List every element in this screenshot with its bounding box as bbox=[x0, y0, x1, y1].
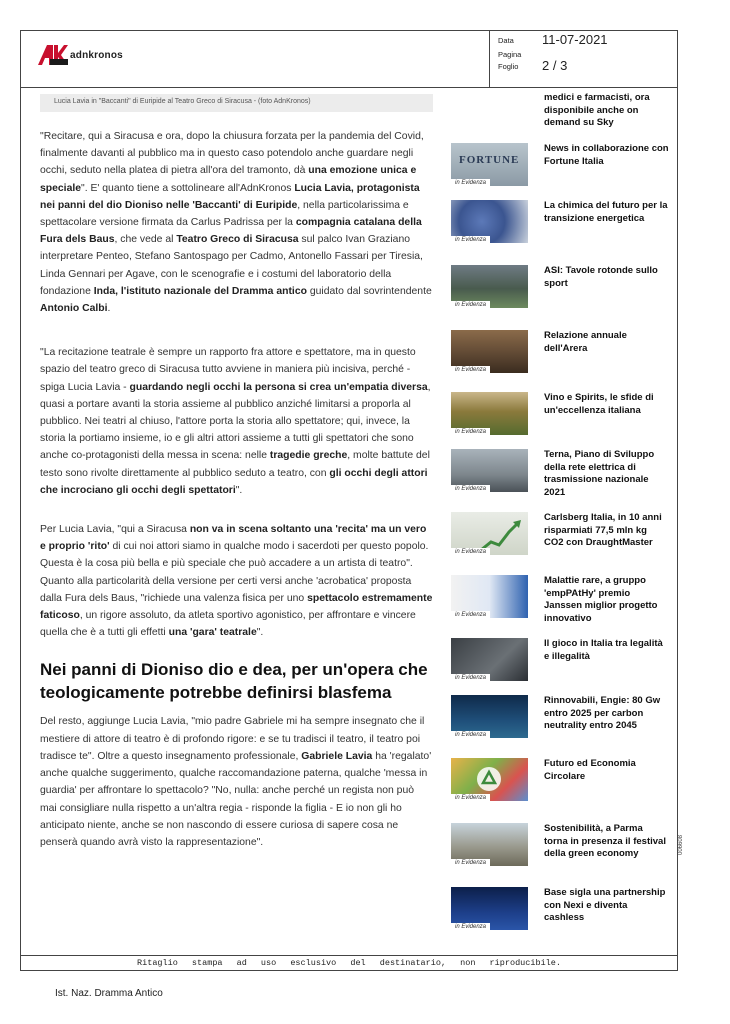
sidebar-thumbnail[interactable] bbox=[451, 143, 528, 186]
in-evidenza-badge: in Evidenza bbox=[451, 485, 490, 492]
document-meta bbox=[498, 34, 673, 74]
sidebar-thumbnail[interactable] bbox=[451, 265, 528, 308]
bold-text: tragedie greche bbox=[269, 450, 348, 462]
sidebar-item-title[interactable]: Vino e Spirits, le sfide di un'eccellenza italiana bbox=[544, 392, 654, 416]
article-paragraph-4: Del resto, aggiunge Lucia Lavia, "mio padre Gabriele mi ha sempre insegnato che il mestiere di attore di teatro è di profondo rigore: e se tu tradisci il teatro, il teatro poi tradisce te". Oltre a questo insegnamento professionale, Gabriele Lavia ha 'regalato' anche qualche suggerimento, qualche raccomandazione paterna, qualche 'messa in guardia' per affrontare lo spettacolo? "No, nulla: anche perché un regista non può mai consigliare nulla rispetto a un'altra regia - risponde la figlia - E io non gli ho anticipato niente, anche se non nascondo di essere curiosa di sapere cosa ne penserà quando avrà visto la rappresentazione". bbox=[40, 716, 432, 848]
bold-text: spettacolo estremamente faticoso bbox=[40, 592, 433, 622]
article-paragraph-2: "La recitazione teatrale è sempre un rapporto fra attore e spettatore, ma in questo spazio del teatro greco di Siracusa tutto avviene in maniera più incisiva, perché - spiga Lucia Lavia - guardando negli occhi la persona si crea un'empatia diversa, quasi a portare avanti la storia assieme al pubblico anziché limitarsi a proporla al pubblico. Nei teatri al chiuso, l'attore porta la storia allo spettatore; qui, invece, la storia la portiamo insieme, io e gli altri attori assieme a tutti gli spettatori che sono anche co-protagonisti della messa in scena: nelle tragedie greche, molte battute del testo sono rivolte direttamente al pubblico seduto a teatro, con gli occhi degli attori che incrociano gli occhi degli spettatori". bbox=[40, 347, 431, 496]
sidebar-thumbnail[interactable] bbox=[451, 200, 528, 243]
bold-text: Teatro Greco di Siracusa bbox=[176, 234, 299, 246]
sidebar-item-title[interactable]: ASI: Tavole rotonde sullo sport bbox=[544, 265, 658, 289]
sidebar-item-title[interactable]: Base sigla una partnership con Nexi e diventa cashless bbox=[544, 887, 666, 923]
bold-text: non va in scena soltanto una 'recita' ma un vero e proprio 'rito' bbox=[40, 524, 427, 553]
in-evidenza-badge: in Evidenza bbox=[451, 366, 490, 373]
bold-text: Gabriele Lavia bbox=[301, 750, 373, 762]
bold-text: una emozione unica e speciale bbox=[40, 165, 417, 194]
sidebar-item-title[interactable]: Futuro ed Economia Circolare bbox=[544, 758, 636, 782]
sidebar-item-title[interactable]: News in collaborazione con Fortune Italia bbox=[544, 143, 669, 167]
photo-caption: Lucia Lavia in "Baccanti" di Euripide al Teatro Greco di Siracusa - (foto AdnKronos) bbox=[40, 94, 433, 112]
in-evidenza-badge: in Evidenza bbox=[451, 923, 490, 930]
in-evidenza-badge: in Evidenza bbox=[451, 548, 490, 555]
data-value: 11-07-2021 bbox=[542, 32, 608, 47]
sidebar-thumbnail[interactable] bbox=[451, 512, 528, 555]
sidebar-thumbnail[interactable] bbox=[451, 758, 528, 801]
in-evidenza-badge: in Evidenza bbox=[451, 674, 490, 681]
sidebar-item-title[interactable]: Il gioco in Italia tra legalità e illegalità bbox=[544, 638, 663, 662]
sidebar-thumbnail[interactable] bbox=[451, 392, 528, 435]
sidebar-thumbnail[interactable] bbox=[451, 449, 528, 492]
bold-text: Antonio Calbi bbox=[40, 303, 108, 315]
sidebar-item-title[interactable]: Malattie rare, a gruppo 'empPAtHy' premio Janssen miglior progetto innovativo bbox=[544, 575, 658, 624]
adnkronos-logo-text: adnkronos bbox=[70, 49, 123, 61]
bold-text: Lucia Lavia, protagonista nei panni del dio Dioniso nelle 'Baccanti' di Euripide bbox=[40, 182, 420, 211]
sidebar-item-title[interactable]: Relazione annuale dell'Arera bbox=[544, 330, 627, 354]
adnkronos-logo-mark-icon bbox=[38, 45, 68, 65]
in-evidenza-badge: in Evidenza bbox=[451, 794, 490, 801]
fortune-thumb-label: FORTUNE bbox=[459, 154, 520, 166]
bold-text: una 'gara' teatrale bbox=[168, 627, 257, 639]
adnkronos-logo bbox=[38, 44, 123, 66]
footer-notice: Ritaglio stampa ad uso esclusivo del destinatario, non riproducibile. bbox=[137, 958, 561, 968]
sidebar-top-continued-text[interactable]: medici e farmacisti, ora disponibile anche on demand su Sky bbox=[544, 92, 650, 128]
article-paragraph-1: "Recitare, qui a Siracusa e ora, dopo la chiusura forzata per la pandemia del Covid, finalmente davanti al pubblico ma in questo caso potendolo anche guardare negli occhi, seduto nella platea di pietra all'ora del tramonto, dà una emozione unica e speciale". E' quanto tiene a sottolineare all'AdnKronos Lucia Lavia, protagonista nei panni del dio Dioniso nelle 'Baccanti' di Euripide, nella particolarissima e spettacolare versione firmata da Carlus Padrissa per la compagnia catalana della Fura dels Baus, che vede al Teatro Greco di Siracusa sul palco Ivan Graziano interpretare Penteo, Stefano Santospago per Cadmo, Antonello Fassari per Tiresia, Linda Gennari per Agave, con le scenografie e i costumi del laboratorio della fondazione Inda, l'istituto nazionale del Dramma antico guidato dal sovrintendente Antonio Calbi. bbox=[40, 131, 432, 315]
bold-text: compagnia catalana della Fura dels Baus bbox=[40, 217, 422, 246]
sidebar-thumbnail[interactable] bbox=[451, 638, 528, 681]
article-paragraph-3: Per Lucia Lavia, "qui a Siracusa non va in scena soltanto una 'recita' ma un vero e proprio 'rito' di cui noi attori siamo in qualche modo i sacerdoti per questo popolo. Questa è la cosa più bella e più speciale che può accadere a un artista di teatro". Quanto alla particolarità della versione per certi versi anche 'acrobatica' proposta dalla Fura dels Baus, "richiede una valenza fisica per uno spettacolo estremamente faticoso, un rigore assoluto, da atleta sportivo agonistico, per affrontare e vincere quella che è a tutti gli effetti una 'gara' teatrale". bbox=[40, 524, 433, 639]
document-code: 006608 bbox=[678, 834, 684, 855]
in-evidenza-badge: in Evidenza bbox=[451, 611, 490, 618]
bold-text: Inda, l'istituto nazionale del Dramma antico bbox=[93, 285, 307, 297]
sidebar-thumbnail[interactable] bbox=[451, 823, 528, 866]
bold-text: gli occhi degli attori che incrociano gli occhi degli spettatori bbox=[40, 467, 428, 496]
in-evidenza-badge: in Evidenza bbox=[451, 301, 490, 308]
sidebar-item-title[interactable]: Rinnovabili, Engie: 80 Gw entro 2025 per carbon neutrality entro 2045 bbox=[544, 695, 661, 731]
sidebar-item-title[interactable]: Carlsberg Italia, in 10 anni risparmiati 77,5 mln kg CO2 con DraughtMaster bbox=[544, 512, 662, 548]
sidebar-thumbnail[interactable] bbox=[451, 695, 528, 738]
sidebar-item-title[interactable]: Sostenibilità, a Parma torna in presenza il festival della green economy bbox=[544, 823, 666, 859]
foglio-label: Foglio bbox=[498, 62, 519, 71]
article-body bbox=[40, 128, 433, 868]
sidebar-thumbnail[interactable] bbox=[451, 575, 528, 618]
header-divider bbox=[489, 30, 490, 88]
foglio-value: 2 / 3 bbox=[542, 58, 568, 73]
in-evidenza-badge: in Evidenza bbox=[451, 428, 490, 435]
sidebar-item-title[interactable]: La chimica del futuro per la transizione energetica bbox=[544, 200, 668, 224]
article-subheading: Nei panni di Dioniso dio e dea, per un'opera che teologicamente potrebbe definirsi blasfema bbox=[40, 660, 428, 703]
in-evidenza-badge: in Evidenza bbox=[451, 859, 490, 866]
in-evidenza-badge: in Evidenza bbox=[451, 179, 490, 186]
sidebar-item-title[interactable]: Terna, Piano di Sviluppo della rete elettrica di trasmissione nazionale 2021 bbox=[544, 449, 655, 498]
pagina-label: Pagina bbox=[498, 50, 522, 59]
in-evidenza-badge: in Evidenza bbox=[451, 731, 490, 738]
institution-name: Ist. Naz. Dramma Antico bbox=[55, 988, 163, 999]
data-label: Data bbox=[498, 36, 514, 45]
in-evidenza-badge: in Evidenza bbox=[451, 236, 490, 243]
bold-text: guardando negli occhi la persona si crea un'empatia diversa bbox=[129, 381, 428, 393]
sidebar-thumbnail[interactable] bbox=[451, 330, 528, 373]
sidebar-thumbnail[interactable] bbox=[451, 887, 528, 930]
